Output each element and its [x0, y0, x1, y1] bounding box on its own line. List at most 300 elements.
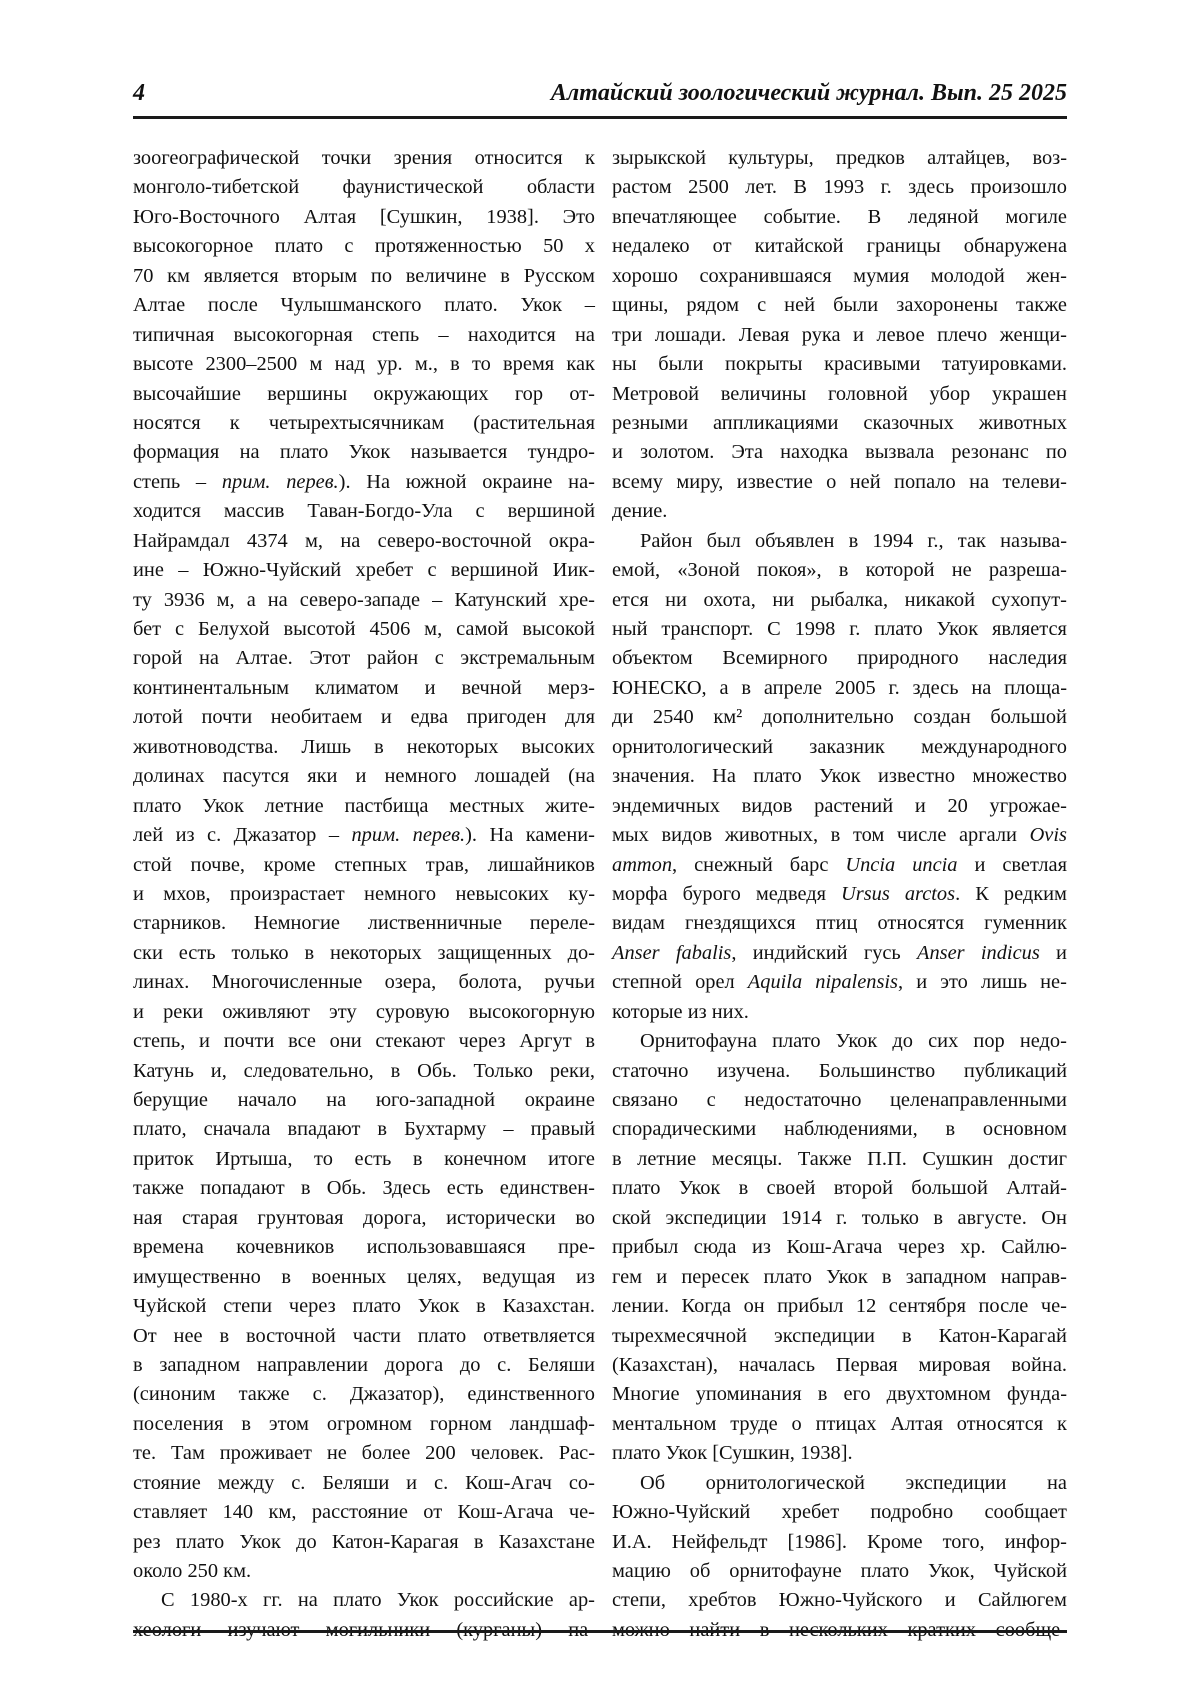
- word: гусь: [863, 941, 901, 964]
- word: 1914: [780, 1206, 822, 1229]
- text-line: [133, 262, 595, 291]
- word: хре-: [558, 588, 595, 611]
- word: захоронены: [896, 294, 998, 317]
- text-line: [133, 1557, 595, 1586]
- word: западном: [159, 1353, 241, 1376]
- word: высокогорная: [233, 323, 353, 346]
- word: более: [361, 1442, 411, 1465]
- word: до: [296, 1530, 317, 1553]
- word: его: [843, 1383, 871, 1406]
- text-line: [612, 232, 1067, 261]
- word: сухопут-: [991, 588, 1067, 611]
- text-line: [612, 380, 1067, 409]
- word: Южно-Чуйского: [778, 1589, 923, 1612]
- text-line: [133, 1380, 595, 1409]
- text-line: [133, 468, 595, 497]
- word: фунда-: [1006, 1383, 1067, 1406]
- word: Укок: [826, 1265, 868, 1288]
- word: культуры,: [728, 147, 814, 169]
- word: ответвляется: [483, 1324, 595, 1347]
- word: нее: [173, 1324, 203, 1347]
- word: плато: [333, 1589, 382, 1612]
- word: 12: [855, 1295, 877, 1318]
- text-line: [133, 1586, 595, 1615]
- word: до-: [567, 941, 595, 964]
- text-line: [133, 792, 595, 821]
- word: Ovis: [1029, 824, 1067, 847]
- word: направлении: [256, 1353, 369, 1376]
- word: протяженностью: [374, 235, 522, 258]
- word: –: [584, 294, 595, 317]
- word: км: [167, 264, 190, 287]
- word: 1993: [823, 176, 865, 199]
- word: –: [195, 470, 207, 493]
- word: Сайлю-: [1001, 1236, 1067, 1259]
- word: г.: [836, 1206, 848, 1229]
- word: спорадическими: [612, 1118, 757, 1141]
- word: транспорт.: [661, 618, 754, 640]
- word: могиле: [1005, 205, 1067, 228]
- word: международного: [921, 735, 1067, 758]
- text-line: [133, 1439, 595, 1468]
- word: вечной: [461, 676, 522, 699]
- word: значения.: [612, 765, 695, 788]
- word: относятся: [877, 912, 964, 935]
- text-line: [612, 350, 1067, 379]
- word: является: [991, 618, 1067, 640]
- word: с: [174, 618, 185, 640]
- word: объектом: [612, 647, 693, 670]
- word: 50: [543, 235, 564, 258]
- word: континентальным: [133, 676, 290, 699]
- word: Об: [640, 1471, 666, 1494]
- word: большой: [911, 1177, 988, 1200]
- word: район: [366, 647, 419, 670]
- text-line: [612, 703, 1067, 732]
- word: плато: [753, 765, 802, 788]
- word: публикаций: [963, 1059, 1067, 1082]
- word: четырехтысячникам: [268, 411, 445, 434]
- word: алтайцев,: [927, 147, 1011, 169]
- word: миру,: [676, 470, 724, 493]
- text-line: [133, 556, 595, 585]
- word: в: [377, 1118, 388, 1141]
- word: и: [424, 676, 436, 699]
- word: двухтомном: [886, 1383, 991, 1406]
- word: с.: [312, 1383, 327, 1406]
- word: обнаружена: [963, 235, 1067, 258]
- word: Алтае: [133, 294, 186, 317]
- word: того,: [942, 1530, 985, 1553]
- word: следовательно,: [243, 1059, 374, 1082]
- word: части: [352, 1324, 401, 1347]
- word: бет: [133, 618, 162, 640]
- text-line: [612, 1586, 1067, 1615]
- word: местных: [449, 794, 525, 817]
- word: Сушкин: [922, 1147, 994, 1170]
- text-line: [133, 1292, 595, 1321]
- word: Орнитофауна: [640, 1030, 757, 1053]
- word: зрения: [393, 147, 453, 169]
- word: Многие: [612, 1383, 680, 1406]
- text-line: [133, 674, 595, 703]
- text-line: [612, 1498, 1067, 1527]
- text-line: [612, 321, 1067, 350]
- text-line: [612, 144, 1067, 173]
- word: высокогорную: [468, 1000, 595, 1023]
- word: лишайников: [487, 853, 595, 876]
- word: на: [340, 529, 361, 552]
- word: которой: [865, 559, 935, 582]
- word: Белухой: [197, 618, 270, 640]
- word: из: [751, 1236, 771, 1259]
- word: плато: [612, 1442, 661, 1465]
- word: плечо: [937, 323, 988, 346]
- word: вершиной: [450, 559, 539, 582]
- text-line: [612, 615, 1067, 644]
- text-line: [612, 1115, 1067, 1144]
- word: fabalis,: [675, 941, 737, 964]
- word: Укок: [678, 1177, 721, 1200]
- text-line: [612, 674, 1067, 703]
- word: на-: [568, 470, 595, 493]
- text-line: [612, 1174, 1067, 1203]
- word: старников.: [133, 912, 227, 935]
- word: Беляши: [528, 1353, 595, 1376]
- word: –: [438, 323, 449, 346]
- word: медведя: [755, 882, 826, 905]
- word: в: [830, 824, 841, 847]
- word: лении.: [612, 1295, 670, 1318]
- word: плато: [352, 1295, 401, 1318]
- word: находится: [467, 323, 556, 346]
- text-line: [612, 1145, 1067, 1174]
- word: Кош-Агача: [786, 1236, 883, 1259]
- word: индийский: [752, 941, 848, 964]
- text-line: [133, 1233, 595, 1262]
- word: ведущая: [482, 1265, 556, 1288]
- word: российские: [453, 1589, 554, 1612]
- word: дополнительно: [761, 706, 894, 729]
- word: через: [897, 1236, 945, 1259]
- word: хр.: [960, 1236, 986, 1259]
- word: между: [217, 1471, 275, 1494]
- word: в: [412, 1147, 423, 1170]
- right-column: [612, 144, 1067, 1645]
- word: стояние: [133, 1471, 201, 1494]
- word: три: [612, 323, 643, 346]
- word: убор: [929, 382, 971, 405]
- header-rule: [133, 116, 1067, 119]
- word: Укок: [819, 765, 861, 788]
- word: Катунский: [454, 588, 547, 611]
- word: в: [300, 1177, 311, 1200]
- text-line: [612, 1557, 1067, 1586]
- word: находка: [780, 441, 849, 464]
- word: 140: [222, 1501, 254, 1524]
- word: и: [380, 706, 392, 729]
- word: которые: [612, 1000, 683, 1023]
- word: рядом: [686, 294, 740, 317]
- word: плато: [175, 1530, 225, 1553]
- word: км.: [223, 1560, 252, 1582]
- word: м,: [216, 588, 235, 611]
- text-line: [133, 998, 595, 1027]
- word: прибыл: [777, 1295, 844, 1318]
- word: Беляши: [322, 1471, 390, 1494]
- word: в: [838, 559, 849, 582]
- word: через: [458, 1030, 506, 1053]
- word: известно: [877, 765, 956, 788]
- word: к: [585, 147, 595, 169]
- word: из: [576, 1265, 595, 1288]
- word: в: [741, 676, 752, 699]
- word: попало: [894, 470, 956, 493]
- word: для: [565, 706, 595, 729]
- text-line: [612, 468, 1067, 497]
- text-line: [612, 821, 1067, 850]
- word: дение.: [612, 500, 668, 523]
- word: сначала: [203, 1118, 271, 1141]
- word: попадают: [200, 1177, 285, 1200]
- word: из: [175, 824, 195, 847]
- word: Укок: [202, 794, 244, 817]
- word: произошло: [970, 176, 1067, 199]
- word: пригоден: [466, 706, 547, 729]
- word: степь,: [133, 1030, 186, 1053]
- word: сказочных: [863, 411, 954, 434]
- word: на: [198, 647, 219, 670]
- word: От: [133, 1324, 157, 1347]
- word: вершиной: [507, 500, 595, 523]
- word: началась: [738, 1353, 816, 1376]
- word: ставляет: [133, 1501, 208, 1524]
- word: впадают: [287, 1118, 361, 1141]
- word: экстремальным: [460, 647, 595, 670]
- word: орел: [695, 971, 735, 994]
- word: около: [133, 1560, 183, 1582]
- word: ручьи: [544, 971, 595, 994]
- word: наследия: [988, 647, 1067, 670]
- word: ку-: [568, 882, 595, 905]
- word: о: [791, 1412, 802, 1435]
- word: На: [366, 470, 391, 493]
- word: относится: [474, 147, 563, 169]
- journal-title: Алтайский зоологический журнал. Вып. 25 2025: [550, 80, 1067, 106]
- word: почти: [223, 1030, 275, 1053]
- word: видов: [661, 824, 713, 847]
- word: здесь: [912, 676, 959, 699]
- text-line: [133, 380, 595, 409]
- text-line: [612, 1292, 1067, 1321]
- word: приток: [133, 1147, 194, 1170]
- word: китайской: [754, 235, 844, 258]
- text-line: [612, 556, 1067, 585]
- word: перев.).: [412, 824, 477, 847]
- text-line: [612, 1263, 1067, 1292]
- word: мых: [612, 824, 649, 847]
- word: Укок: [936, 618, 979, 640]
- word: прим.: [351, 824, 401, 847]
- text-line: [612, 733, 1067, 762]
- word: В: [793, 176, 807, 199]
- text-line: [133, 232, 595, 261]
- word: ходится: [133, 500, 201, 523]
- word: об: [689, 1560, 711, 1582]
- word: зоогеографической: [133, 147, 300, 169]
- word: здесь: [908, 176, 955, 199]
- word: плато: [274, 235, 324, 258]
- word: Таван-Богдо-Ула: [307, 500, 453, 523]
- word: С: [767, 618, 781, 640]
- text-line: [612, 1322, 1067, 1351]
- word: по: [370, 264, 393, 287]
- word: сообщает: [984, 1501, 1067, 1524]
- word: не-: [1040, 971, 1067, 994]
- word: прибыл: [612, 1236, 679, 1259]
- word: о: [826, 470, 837, 493]
- word: 1938].: [486, 205, 539, 228]
- word: рыбалка,: [810, 588, 889, 611]
- word: до: [459, 1353, 481, 1376]
- word: покоя»,: [757, 559, 822, 582]
- word: ту: [133, 588, 152, 611]
- word: Алтае.: [235, 647, 293, 670]
- word: со-: [568, 1471, 595, 1494]
- word: итоге: [548, 1147, 595, 1170]
- word: формация: [133, 441, 220, 464]
- text-line: [133, 1469, 595, 1498]
- word: также: [1015, 294, 1067, 317]
- text-line: [612, 262, 1067, 291]
- word: Здесь: [382, 1177, 431, 1200]
- word: в: [612, 1147, 622, 1170]
- word: Нейфельдт: [671, 1530, 768, 1553]
- word: то: [471, 353, 491, 376]
- word: резонанс: [951, 441, 1029, 464]
- word: едва: [410, 706, 449, 729]
- text-line: [612, 1233, 1067, 1262]
- word: конечном: [444, 1147, 527, 1170]
- word: сентября: [888, 1295, 966, 1318]
- word: по: [1045, 441, 1067, 464]
- word: и: [199, 1030, 210, 1053]
- word: Найрамдал: [133, 529, 230, 552]
- word: рез: [133, 1530, 161, 1553]
- word: правый: [530, 1118, 595, 1141]
- word: линах.: [133, 971, 190, 994]
- word: почти: [201, 706, 253, 729]
- word: ется: [612, 588, 649, 611]
- word: (синоним: [133, 1383, 216, 1406]
- word: и,: [210, 1059, 227, 1082]
- word: основном: [982, 1118, 1067, 1141]
- word: из: [687, 1000, 707, 1023]
- word: Укок: [396, 1589, 439, 1612]
- word: телеви-: [1002, 470, 1067, 493]
- word: Всемирного: [722, 647, 828, 670]
- word: война.: [1011, 1353, 1067, 1376]
- word: своей: [766, 1177, 816, 1200]
- word: На: [712, 765, 736, 788]
- word: плато: [133, 794, 182, 817]
- word: разреша-: [988, 559, 1067, 582]
- word: величины: [720, 382, 807, 405]
- text-line: [133, 703, 595, 732]
- word: почве,: [190, 853, 246, 876]
- word: на: [267, 588, 288, 611]
- word: то: [314, 1147, 333, 1170]
- word: хребет: [355, 559, 414, 582]
- word: старая: [181, 1206, 238, 1229]
- word: от-: [569, 382, 595, 405]
- word: Укок: [417, 1295, 460, 1318]
- word: гем: [612, 1265, 643, 1288]
- word: камени-: [525, 824, 595, 847]
- word: в: [133, 1353, 143, 1376]
- word: с: [434, 647, 444, 670]
- word: юго-западной: [375, 1089, 496, 1111]
- word: не: [326, 1442, 347, 1465]
- word: также: [133, 1177, 184, 1200]
- word: барс: [789, 853, 829, 876]
- word: Обь.: [326, 1177, 367, 1200]
- word: горном: [429, 1412, 492, 1435]
- word: и: [133, 1000, 144, 1023]
- text-line: [133, 1027, 595, 1056]
- word: Район: [640, 529, 693, 552]
- word: в: [738, 1177, 749, 1200]
- word: Там: [170, 1442, 205, 1465]
- word: и: [916, 971, 928, 994]
- text-line: [133, 1351, 595, 1380]
- word: Алтая: [890, 1412, 943, 1435]
- text-line: [612, 1439, 1067, 1468]
- word: Алтай-: [1006, 1177, 1067, 1200]
- word: с: [427, 559, 437, 582]
- word: предков: [835, 147, 905, 169]
- word: в: [817, 1383, 828, 1406]
- text-line: [612, 762, 1067, 791]
- word: снежный: [694, 853, 773, 876]
- word: единственного: [467, 1383, 595, 1406]
- word: оживляют: [222, 1000, 310, 1023]
- word: с.: [291, 1471, 306, 1494]
- word: м,: [424, 618, 443, 640]
- word: украшен: [991, 382, 1067, 405]
- word: в: [848, 529, 859, 552]
- word: Обь.: [417, 1059, 457, 1082]
- word: ны: [612, 353, 637, 376]
- word: с: [475, 500, 485, 523]
- text-line: [612, 1204, 1067, 1233]
- word: растений: [814, 794, 894, 817]
- word: лотой: [133, 706, 183, 729]
- word: Юго-Восточного: [133, 205, 280, 228]
- word: в: [281, 1265, 292, 1288]
- word: окра-: [548, 529, 595, 552]
- word: и: [406, 1471, 418, 1494]
- word: тырехмесячной: [612, 1324, 747, 1347]
- word: г.: [849, 618, 861, 640]
- text-line: [133, 1115, 595, 1144]
- word: сих: [928, 1030, 959, 1053]
- word: есть: [178, 941, 216, 964]
- word: 2005: [834, 676, 876, 699]
- word: ине: [133, 559, 164, 582]
- word: орнитологической: [705, 1471, 865, 1494]
- text-line: [133, 438, 595, 467]
